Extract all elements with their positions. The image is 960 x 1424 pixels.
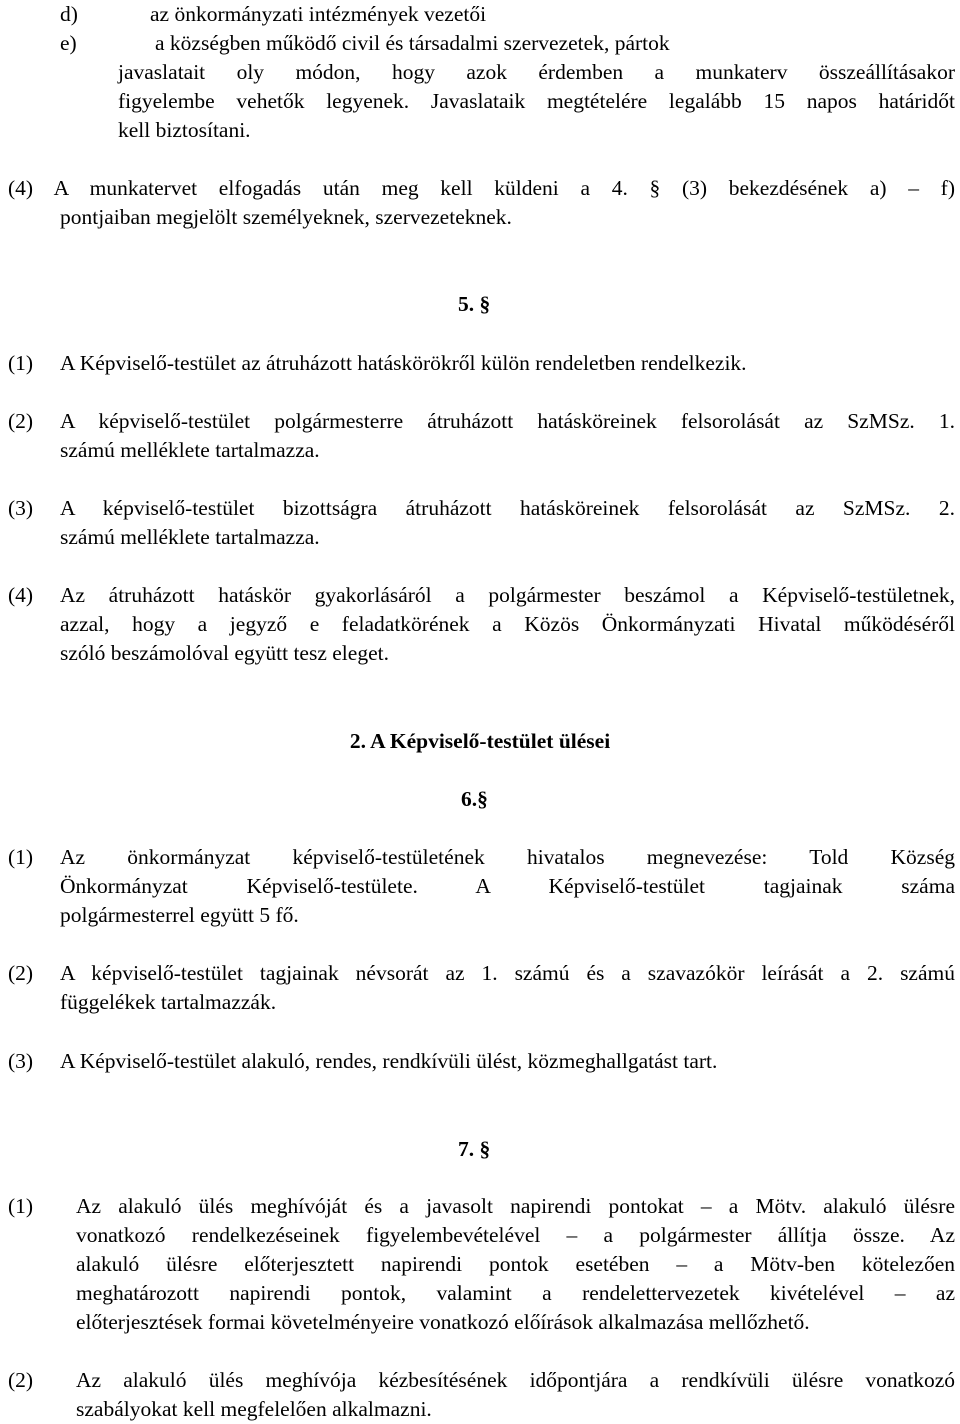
paragraph-4-4: (4) A munkatervet elfogadás után meg kell küldeni a 4. § (3) bekezdésének a) – f) <box>8 176 955 200</box>
section-heading-7: 7. § <box>458 1137 491 1161</box>
paragraph-text: Az önkormányzat képviselő-testületének hivatalos megnevezése: Told Község <box>60 845 955 869</box>
paragraph-text: számú melléklete tartalmazza. <box>60 438 320 462</box>
paragraph-text: Önkormányzat Képviselő-testülete. A Képviselő-testület tagjainak száma <box>60 874 955 898</box>
paragraph-text: számú melléklete tartalmazza. <box>60 525 320 549</box>
list-marker-e: e) <box>60 31 77 55</box>
paragraph-number: (1) <box>8 845 34 869</box>
section-heading-5: 5. § <box>458 292 491 316</box>
paragraph-text: vonatkozó rendelkezéseinek figyelembevételével – a polgármester állítja össze. Az <box>76 1223 955 1247</box>
paragraph-text: polgármesterrel együtt 5 fő. <box>60 903 299 927</box>
paragraph-number: (4) <box>8 583 34 607</box>
paragraph-number: (1) <box>8 351 34 375</box>
section-heading-6: 6.§ <box>461 787 488 811</box>
paragraph-text: előterjesztések formai követelményeire vonatkozó előírások alkalmazása mellőzhető. <box>76 1310 810 1334</box>
paragraph-text: A Képviselő-testület az átruházott hatáskörökről külön rendeletben rendelkezik. <box>60 351 747 375</box>
paragraph-text: szóló beszámolóval együtt tesz eleget. <box>60 641 389 665</box>
list-item-e-continuation: kell biztosítani. <box>118 118 251 142</box>
paragraph-number: (3) <box>8 1049 34 1073</box>
paragraph-text: Az alakuló ülés meghívóját és a javasolt napirendi pontokat – a Mötv. alakuló ülésre <box>76 1194 955 1218</box>
chapter-title: 2. A Képviselő-testület ülései <box>349 729 611 753</box>
paragraph-text: A képviselő-testület bizottságra átruházott hatásköreinek felsorolását az SzMSz. 2. <box>60 496 955 520</box>
paragraph-text: A képviselő-testület polgármesterre átruházott hatásköreinek felsorolását az SzMSz. 1. <box>60 409 955 433</box>
paragraph-number: (2) <box>8 1368 34 1392</box>
list-item-e-continuation: figyelembe vehetők legyenek. Javaslataik megtételére legalább 15 napos határidőt <box>118 89 955 113</box>
paragraph-text: Az átruházott hatáskör gyakorlásáról a polgármester beszámol a Képviselő-testületnek, <box>60 583 955 607</box>
paragraph-text: A Képviselő-testület alakuló, rendes, rendkívüli ülést, közmeghallgatást tart. <box>60 1049 718 1073</box>
paragraph-text: A képviselő-testület tagjainak névsorát az 1. számú és a szavazókör leírását a 2. számú <box>60 961 955 985</box>
paragraph-text: szabályokat kell megfelelően alkalmazni. <box>76 1397 432 1421</box>
list-item-d: az önkormányzati intézmények vezetői <box>150 2 487 26</box>
paragraph-number: (2) <box>8 409 34 433</box>
paragraph-4-4-continuation: pontjaiban megjelölt személyeknek, szervezeteknek. <box>60 205 512 229</box>
paragraph-text: azzal, hogy a jegyző e feladatkörének a Közös Önkormányzati Hivatal működéséről <box>60 612 955 636</box>
paragraph-text: meghatározott napirendi pontok, valamint a rendelettervezetek kivételével – az <box>76 1281 955 1305</box>
paragraph-text: Az alakuló ülés meghívója kézbesítésének időpontjára a rendkívüli ülésre vonatkozó <box>76 1368 955 1392</box>
list-marker-d: d) <box>60 2 78 26</box>
paragraph-number: (3) <box>8 496 34 520</box>
paragraph-text: alakuló ülésre előterjesztett napirendi pontok esetében – a Mötv-ben kötelezően <box>76 1252 955 1276</box>
paragraph-number: (1) <box>8 1194 34 1218</box>
paragraph-number: (2) <box>8 961 34 985</box>
paragraph-text: függelékek tartalmazzák. <box>60 990 277 1014</box>
list-item-e-continuation: javaslatait oly módon, hogy azok érdemben a munkaterv összeállításakor <box>118 60 955 84</box>
list-item-e: a községben működő civil és társadalmi szervezetek, pártok <box>155 31 670 55</box>
